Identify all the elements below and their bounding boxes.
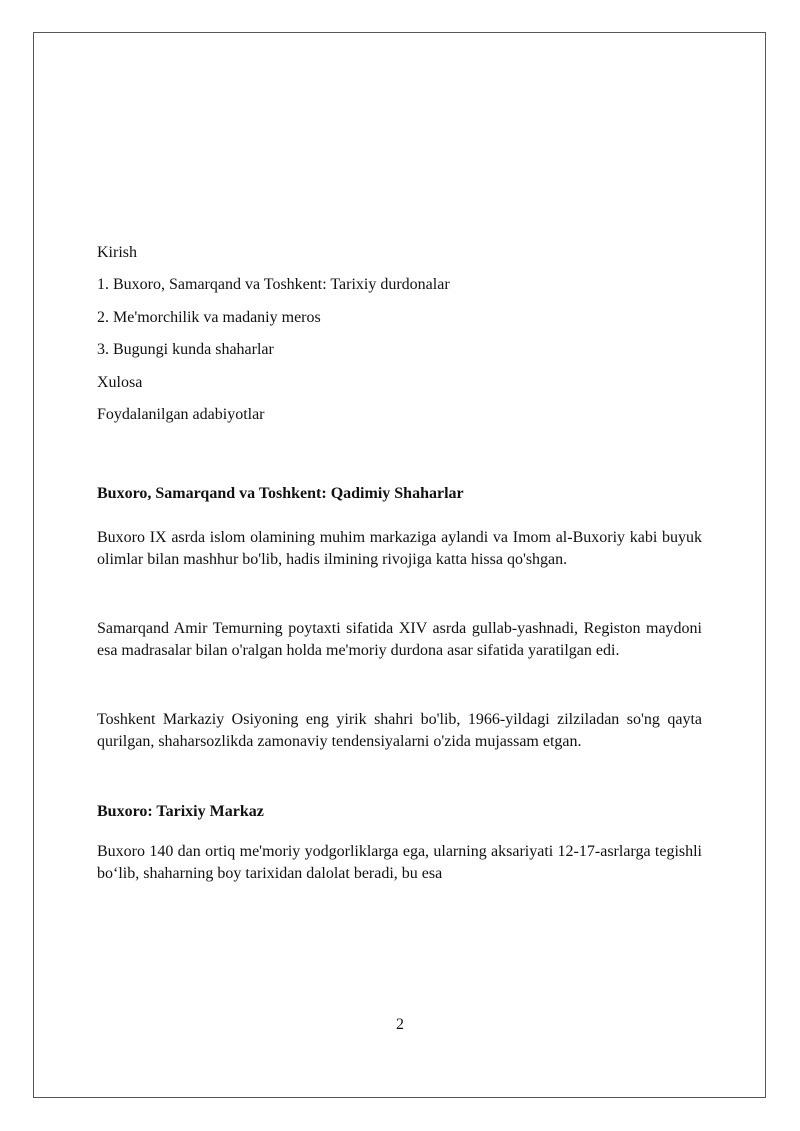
toc-item-2: 2. Me'morchilik va madaniy meros (97, 308, 321, 326)
page-number: 2 (396, 1016, 404, 1033)
paragraph-bukhara: Buxoro IX asrda islom olamining muhim markaziga aylandi va Imom al-Buxoriy kabi buyuk olimlar bilan mashhur bo'lib, hadis ilmining rivojiga katta hissa qo'shgan. (97, 528, 702, 568)
toc-item-introduction: Kirish (97, 244, 137, 261)
document-body (97, 243, 702, 885)
toc-item-3: 3. Bugungi kunda shaharlar (97, 341, 274, 359)
paragraph-samarkand: Samarqand Amir Temurning poytaxti sifatida XIV asrda gullab-yashnadi, Registon maydoni esa madrasalar bilan o'ralgan holda me'moriy durdona asar sifatida yaratilgan edi. (97, 619, 702, 659)
section-heading-bukhara-center: Buxoro: Tarixiy Markaz (97, 802, 264, 820)
paragraph-tashkent: Toshkent Markaziy Osiyoning eng yirik shahri bo'lib, 1966-yildagi zilziladan so'ng qayta qurilgan, shaharsozlikda zamonaviy tendensiyalarni o'zida mujassam etgan. (97, 710, 702, 750)
table-of-contents (97, 243, 702, 425)
paragraph-bukhara-monuments: Buxoro 140 dan ortiq me'moriy yodgorliklarga ega, ularning aksariyati 12-17-asrlarga tegishli bo‘lib, shaharning boy tarixidan dalolat beradi, bu esa (97, 842, 702, 882)
toc-item-references: Foydalanilgan adabiyotlar (97, 405, 265, 423)
toc-item-conclusion: Xulosa (97, 373, 143, 391)
section-heading-ancient-cities: Buxoro, Samarqand va Toshkent: Qadimiy Shaharlar (97, 484, 464, 502)
toc-item-1: 1. Buxoro, Samarqand va Toshkent: Tarixiy durdonalar (97, 276, 450, 294)
